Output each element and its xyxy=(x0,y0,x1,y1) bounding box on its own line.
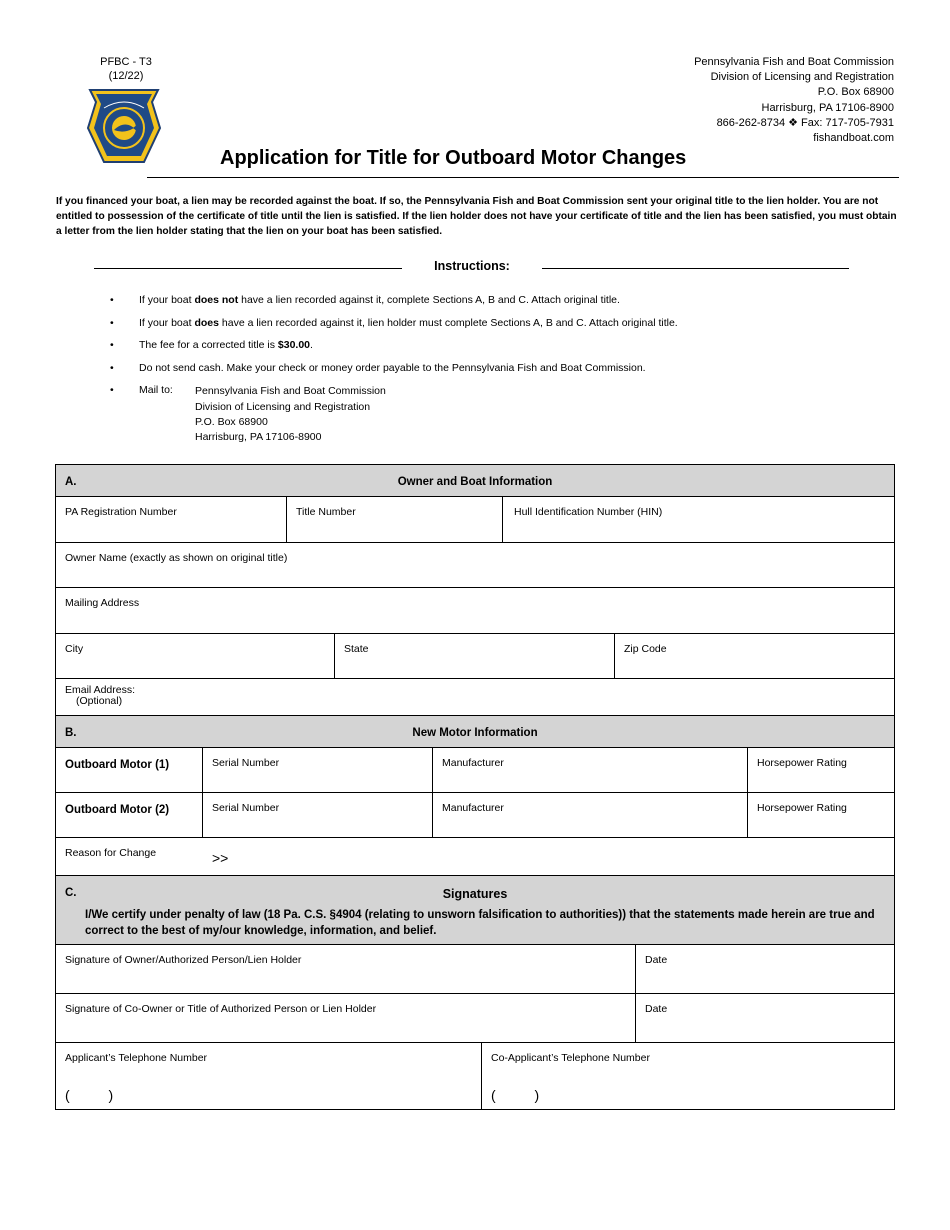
bullet-icon: • xyxy=(110,294,114,306)
section-a-header xyxy=(55,464,895,497)
bullet-icon: • xyxy=(110,339,114,352)
instructions-divider-left xyxy=(94,268,402,269)
serial-number-label: Serial Number xyxy=(212,757,280,769)
applicant-phone-label: Applicant’s Telephone Number xyxy=(65,1052,208,1064)
title-number-field[interactable] xyxy=(286,496,503,543)
bullet-icon: • xyxy=(110,384,114,397)
section-b-title: New Motor Information xyxy=(412,727,538,739)
section-c-header xyxy=(55,875,895,945)
serial-number-label: Serial Number xyxy=(212,802,280,814)
mailing-address-label: Mailing Address xyxy=(65,597,140,609)
instructions-heading: Instructions: xyxy=(434,259,510,273)
lien-notice: If you financed your boat, a lien may be recorded against the boat. If so, the Pennsylvania Fish and Boat Commission sent your original title to the lien holder. You are not entitled to possession of the certificate of title until the lien is satisfied. If the lien holder does not have your certificate of title and the lien has been satisfied, you must obtain a letter from the lien holder stating that the lien on your boat has been satisfied. xyxy=(56,196,897,237)
coapplicant-phone-field[interactable] xyxy=(481,1042,895,1110)
mail-label: Mail to: xyxy=(139,384,173,397)
outboard-motor-1-label: Outboard Motor (1) xyxy=(65,759,170,771)
bullet-icon: • xyxy=(110,316,114,329)
section-a-title: Owner and Boat Information xyxy=(397,476,553,488)
mail-address: Pennsylvania Fish and Boat Commission Division of Licensing and Registration P.O. Box 68900 Harrisburg, PA 17106-8900 xyxy=(195,385,386,443)
coapplicant-phone-mask: ( ) xyxy=(491,1087,540,1103)
section-b-letter: B. xyxy=(65,727,77,739)
reason-prompt: >> xyxy=(212,850,229,866)
date-label: Date xyxy=(645,1003,668,1015)
horsepower-label: Horsepower Rating xyxy=(757,757,847,769)
email-field[interactable] xyxy=(55,678,895,716)
instruction-item-mail xyxy=(110,384,870,445)
manufacturer-label: Manufacturer xyxy=(442,802,504,814)
outboard-motor-2-label-cell xyxy=(55,792,203,838)
state-field[interactable] xyxy=(334,633,615,679)
motor-2-manufacturer-field[interactable] xyxy=(432,792,748,838)
date-label: Date xyxy=(645,954,668,966)
coowner-signature-date-field[interactable] xyxy=(635,993,895,1043)
applicant-phone-mask: ( ) xyxy=(65,1087,114,1103)
email-label: Email Address: xyxy=(65,684,136,696)
owner-signature-label: Signature of Owner/Authorized Person/Lien Holder xyxy=(65,954,302,966)
zip-code-field[interactable] xyxy=(614,633,895,679)
section-a-letter: A. xyxy=(65,476,77,488)
instruction-item: • The fee for a corrected title is $30.00. xyxy=(110,339,313,352)
pfbc-logo xyxy=(86,88,162,166)
certification-statement: I/We certify under penalty of law (18 Pa. C.S. §4904 (relating to unsworn falsification to authorities)) that the statements made herein are true and correct to the best of my/our knowledge, information, and belief. xyxy=(85,909,875,937)
state-label: State xyxy=(344,643,369,655)
owner-signature-field[interactable] xyxy=(55,944,636,994)
motor-1-serial-field[interactable] xyxy=(202,747,433,793)
agency-address xyxy=(694,55,894,146)
coowner-signature-field[interactable] xyxy=(55,993,636,1043)
agency-website: fishandboat.com xyxy=(813,132,894,145)
owner-name-label: Owner Name (exactly as shown on original title) xyxy=(65,552,288,564)
manufacturer-label: Manufacturer xyxy=(442,757,504,769)
zip-code-label: Zip Code xyxy=(624,643,667,655)
instruction-item: • Do not send cash. Make your check or money order payable to the Pennsylvania Fish and Boat Commission. xyxy=(110,361,646,374)
applicant-phone-field[interactable] xyxy=(55,1042,482,1110)
page-title: Application for Title for Outboard Motor Changes xyxy=(220,147,687,169)
form-code: PFBC - T3 xyxy=(100,56,152,68)
coapplicant-phone-label: Co-Applicant’s Telephone Number xyxy=(491,1052,650,1064)
bullet-icon: • xyxy=(110,361,114,374)
mailing-address-field[interactable] xyxy=(55,587,895,634)
section-b-header xyxy=(55,715,895,748)
form-date: (12/22) xyxy=(108,70,144,82)
hin-field[interactable] xyxy=(502,496,895,543)
reason-for-change-label: Reason for Change xyxy=(65,847,157,859)
motor-1-manufacturer-field[interactable] xyxy=(432,747,748,793)
title-number-label: Title Number xyxy=(296,506,356,518)
agency-line: Division of Licensing and Registration xyxy=(710,71,894,84)
owner-name-field[interactable] xyxy=(55,542,895,588)
outboard-motor-2-label: Outboard Motor (2) xyxy=(65,804,170,816)
city-field[interactable] xyxy=(55,633,335,679)
coowner-signature-label: Signature of Co-Owner or Title of Authorized Person or Lien Holder xyxy=(65,1003,377,1015)
instruction-item: • If your boat does have a lien recorded against it, lien holder must complete Sections A, B and C. Attach original title. xyxy=(110,316,678,329)
city-label: City xyxy=(65,643,84,655)
instructions-divider-right xyxy=(542,268,849,269)
agency-line: Pennsylvania Fish and Boat Commission xyxy=(694,56,894,68)
section-c-letter: C. xyxy=(65,887,77,899)
title-divider xyxy=(147,177,899,178)
owner-signature-date-field[interactable] xyxy=(635,944,895,994)
agency-line: 866-262-8734 ❖ Fax: 717-705-7931 xyxy=(716,116,894,129)
horsepower-label: Horsepower Rating xyxy=(757,802,847,814)
pa-registration-label: PA Registration Number xyxy=(65,506,177,518)
form-code-block xyxy=(88,55,164,83)
section-c-title: Signatures xyxy=(442,887,508,901)
pa-registration-field[interactable] xyxy=(55,496,287,543)
hin-label: Hull Identification Number (HIN) xyxy=(514,506,663,518)
reason-for-change-field[interactable] xyxy=(55,837,895,876)
instruction-item: • If your boat does not have a lien recorded against it, complete Sections A, B and C. Attach original title. xyxy=(110,294,620,306)
motor-1-horsepower-field[interactable] xyxy=(747,747,895,793)
motor-2-serial-field[interactable] xyxy=(202,792,433,838)
email-optional-label: (Optional) xyxy=(76,695,123,707)
outboard-motor-1-label-cell xyxy=(55,747,203,793)
agency-line: P.O. Box 68900 xyxy=(817,86,894,99)
instructions-list xyxy=(110,294,870,455)
motor-2-horsepower-field[interactable] xyxy=(747,792,895,838)
agency-line: Harrisburg, PA 17106-8900 xyxy=(761,101,894,114)
